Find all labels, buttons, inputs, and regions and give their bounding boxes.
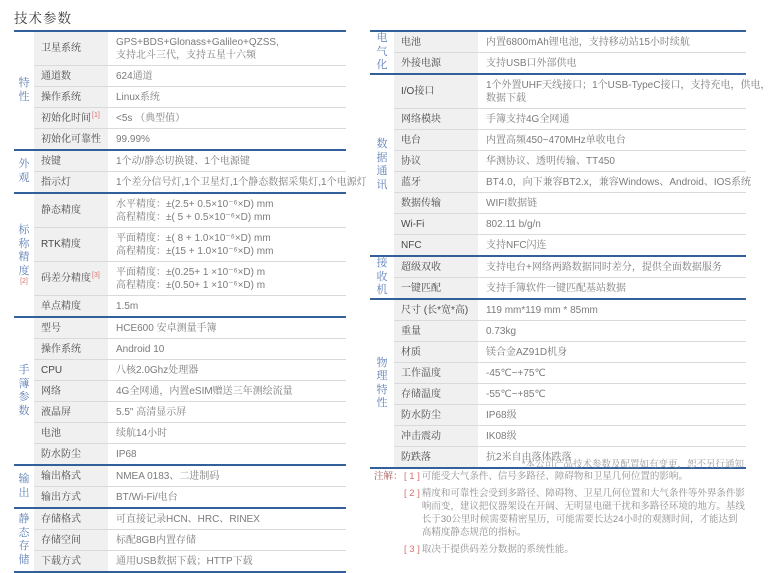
group-label-char: 据 bbox=[376, 151, 388, 164]
group-label-sup: [2] bbox=[20, 278, 28, 285]
table-row bbox=[394, 108, 746, 129]
table-row bbox=[34, 486, 346, 507]
table-row bbox=[394, 75, 770, 108]
param-name bbox=[394, 405, 478, 425]
spec-group bbox=[370, 73, 770, 255]
param-value-line: 624通道 bbox=[116, 70, 153, 82]
note-marker: [ 1 ] bbox=[404, 471, 420, 482]
spec-group bbox=[370, 298, 746, 467]
group-rows bbox=[34, 509, 346, 571]
param-name bbox=[394, 193, 478, 213]
param-value bbox=[478, 75, 770, 108]
param-name-text: 一键匹配 bbox=[401, 282, 441, 294]
param-name bbox=[34, 228, 108, 261]
group-label bbox=[14, 466, 34, 507]
param-name-text: 初始化可靠性 bbox=[41, 133, 101, 145]
param-value-line: Android 10 bbox=[116, 343, 165, 355]
param-value-line: -55℃~+85℃ bbox=[486, 388, 546, 400]
table-row bbox=[34, 529, 346, 550]
param-value-line: 标配8GB内置存储 bbox=[116, 534, 197, 546]
param-name bbox=[34, 339, 108, 359]
group-label-char: 观 bbox=[18, 171, 30, 184]
param-value-line: 高程精度：±( 5 + 0.5×10⁻⁶×D) mm bbox=[116, 211, 271, 223]
group-label-char: 收 bbox=[376, 270, 388, 283]
footnote: *本公司产品技术参数及配置如有变更，恕不另行通知 bbox=[521, 459, 744, 470]
group-label-char: 度 bbox=[18, 264, 30, 277]
param-value-line: 水平精度：±(2.5+ 0.5×10⁻⁶×D) mm bbox=[116, 198, 274, 210]
param-value-line: <5s （典型值） bbox=[116, 112, 186, 124]
group-label-char: 性 bbox=[376, 397, 388, 409]
table-row bbox=[394, 257, 746, 277]
param-value bbox=[478, 32, 746, 52]
param-value bbox=[108, 444, 346, 464]
spec-group bbox=[14, 507, 346, 571]
note-text: 取决于提供码差分数据的系统性能。 bbox=[421, 544, 574, 555]
group-label-char: 存 bbox=[18, 540, 30, 552]
table-row bbox=[394, 192, 746, 213]
param-name bbox=[34, 466, 108, 486]
param-name-text: 防跌落 bbox=[401, 451, 431, 463]
param-value bbox=[478, 405, 746, 425]
param-name-text: 操作系统 bbox=[41, 343, 81, 355]
param-name-text: 协议 bbox=[401, 155, 421, 167]
param-value bbox=[478, 257, 746, 277]
group-label-char: 数 bbox=[376, 138, 388, 150]
param-name-text: Wi-Fi bbox=[401, 218, 425, 230]
param-value-line: 数据下载 bbox=[486, 92, 526, 104]
param-value-line: 抗2米自由落体跌落 bbox=[486, 451, 572, 463]
group-label bbox=[14, 318, 34, 464]
param-name-text: 液晶屏 bbox=[41, 406, 71, 418]
group-label bbox=[370, 300, 394, 467]
note-marker: [ 3 ] bbox=[404, 544, 420, 555]
group-label bbox=[14, 32, 34, 149]
table-row bbox=[34, 227, 346, 261]
param-value-line: BT/Wi-Fi/电台 bbox=[116, 491, 178, 503]
notes-section bbox=[374, 470, 746, 556]
param-name bbox=[34, 129, 108, 149]
group-label-char: 储 bbox=[18, 553, 30, 566]
param-name bbox=[394, 426, 478, 446]
group-label-char: 输 bbox=[18, 473, 30, 485]
param-name-text: 重量 bbox=[401, 325, 421, 337]
table-row bbox=[394, 171, 752, 192]
param-value-line: GPS+BDS+Glonass+Galileo+QZSS, bbox=[116, 36, 279, 48]
table-row bbox=[34, 550, 346, 571]
group-rows bbox=[34, 32, 346, 149]
param-name bbox=[34, 87, 108, 107]
param-value-line: 支持北斗三代，支持五星十六频 bbox=[116, 49, 256, 61]
group-rows bbox=[34, 151, 367, 192]
param-name-text: 蓝牙 bbox=[401, 176, 421, 188]
table-row bbox=[34, 443, 346, 464]
param-name-text: 超级双收 bbox=[401, 261, 441, 273]
group-label-char: 簿 bbox=[18, 377, 30, 390]
param-value-line: BT4.0，向下兼容BT2.x，兼容Windows、Android、IOS系统 bbox=[486, 176, 752, 188]
param-value bbox=[108, 228, 346, 261]
group-label-char: 外 bbox=[18, 158, 30, 170]
param-value bbox=[478, 214, 746, 234]
param-name bbox=[394, 32, 478, 52]
param-name bbox=[394, 151, 478, 171]
param-name bbox=[394, 214, 478, 234]
param-name bbox=[34, 151, 108, 171]
param-name bbox=[34, 509, 108, 529]
param-name-text: 材质 bbox=[401, 346, 421, 358]
param-value-line: Linux系统 bbox=[116, 91, 160, 103]
param-value bbox=[478, 426, 746, 446]
param-name-text: 数据传输 bbox=[401, 197, 441, 209]
group-label bbox=[370, 75, 394, 255]
param-name bbox=[394, 130, 478, 150]
param-name-text: 静态精度 bbox=[41, 205, 81, 216]
param-name-text: 冲击震动 bbox=[401, 430, 441, 442]
param-value bbox=[108, 551, 346, 571]
param-value bbox=[478, 130, 746, 150]
param-value bbox=[108, 466, 346, 486]
param-name-text: 卫星系统 bbox=[41, 43, 81, 54]
table-row bbox=[34, 151, 346, 171]
group-rows bbox=[394, 32, 746, 73]
param-name bbox=[34, 262, 108, 295]
table-row bbox=[34, 359, 346, 380]
param-value-line: 内置高频450~470MHz单收电台 bbox=[486, 134, 626, 146]
param-value-line: 高程精度：±(15 + 1.0×10⁻⁶×D) mm bbox=[116, 245, 274, 257]
table-row bbox=[34, 338, 346, 359]
table-row bbox=[34, 107, 346, 128]
param-value-line: 平面精度：±(0.25+ 1 ×10⁻⁶×D) m bbox=[116, 266, 266, 278]
group-label-char: 精 bbox=[18, 251, 30, 263]
param-name bbox=[394, 172, 478, 192]
spec-group bbox=[14, 464, 346, 507]
param-name bbox=[34, 108, 108, 128]
param-value-line: 支持USB口外部供电 bbox=[486, 57, 577, 69]
param-name-text: 工作温度 bbox=[401, 367, 441, 379]
table-row bbox=[394, 320, 746, 341]
table-row bbox=[34, 380, 346, 401]
table-row bbox=[394, 404, 746, 425]
param-value bbox=[478, 278, 746, 298]
param-value-line: 0.73kg bbox=[486, 325, 517, 337]
param-value-line: HCE600 安卓测量手簿 bbox=[116, 322, 217, 334]
table-row bbox=[34, 295, 346, 316]
param-name-text: 电池 bbox=[41, 427, 61, 439]
param-name-text: 输出方式 bbox=[41, 491, 81, 503]
param-value-line: -45℃~+75℃ bbox=[486, 367, 546, 379]
param-name-sup: [3] bbox=[92, 272, 100, 279]
spec-group bbox=[370, 255, 746, 298]
group-label-char: 化 bbox=[376, 59, 388, 72]
param-value bbox=[478, 363, 746, 383]
note-marker: [ 2 ] bbox=[404, 488, 420, 499]
param-name-text: 外接电源 bbox=[401, 57, 441, 69]
param-value-line: 八核2.0Ghz处理器 bbox=[116, 364, 199, 376]
param-value-line: 支持电台+网络两路数据同时差分，提供全面数据服务 bbox=[486, 261, 722, 273]
param-value-line: 镁合金AZ91D机身 bbox=[486, 346, 568, 358]
table-row bbox=[394, 362, 746, 383]
param-name-text: CPU bbox=[41, 364, 63, 376]
param-name bbox=[394, 257, 478, 277]
param-name bbox=[34, 530, 108, 550]
param-value-line: 可直接记录HCN、HRC、RINEX bbox=[116, 513, 260, 525]
spec-table-left bbox=[14, 30, 367, 573]
param-name-text: 尺寸 (长*宽*高) bbox=[401, 304, 469, 316]
group-label-char: 理 bbox=[376, 370, 388, 382]
param-name bbox=[34, 444, 108, 464]
table-row bbox=[34, 401, 346, 422]
param-name bbox=[34, 296, 108, 316]
param-value bbox=[108, 381, 346, 401]
param-value bbox=[478, 342, 746, 362]
table-row bbox=[34, 509, 346, 529]
table-row bbox=[394, 213, 746, 234]
group-label-char: 物 bbox=[376, 356, 388, 369]
group-label-char: 讯 bbox=[376, 178, 388, 191]
param-value bbox=[478, 321, 746, 341]
param-name bbox=[394, 384, 478, 404]
table-row bbox=[34, 128, 346, 149]
table-row bbox=[394, 341, 746, 362]
group-rows bbox=[394, 257, 746, 298]
param-name bbox=[34, 318, 108, 338]
note-item bbox=[404, 487, 746, 539]
param-name bbox=[34, 487, 108, 507]
param-name-text: 型号 bbox=[41, 322, 61, 334]
group-label-char: 特 bbox=[18, 77, 30, 89]
group-label-char: 气 bbox=[376, 45, 388, 58]
param-name bbox=[34, 32, 108, 65]
spec-group bbox=[14, 192, 346, 316]
param-value bbox=[108, 360, 346, 380]
param-name-text: NFC bbox=[401, 239, 422, 251]
param-name bbox=[34, 360, 108, 380]
param-value bbox=[108, 129, 346, 149]
group-rows bbox=[394, 300, 746, 467]
param-value-line: 5.5" 高清显示屏 bbox=[116, 406, 187, 418]
param-value-line: 支持手簿软件一键匹配基站数据 bbox=[486, 282, 626, 294]
table-row bbox=[34, 65, 346, 86]
page-title: 技术参数 bbox=[14, 11, 72, 26]
group-label-char: 出 bbox=[18, 486, 30, 499]
table-row bbox=[34, 261, 346, 295]
param-name bbox=[394, 109, 478, 129]
group-label-char: 静 bbox=[18, 513, 30, 525]
group-label-char: 标 bbox=[18, 224, 30, 236]
param-value-line: 1个差分信号灯,1个卫星灯,1个静态数据采集灯,1个电源灯 bbox=[116, 176, 367, 188]
param-value-line: 内置6800mAh锂电池，支持移动站15小时续航 bbox=[486, 36, 690, 48]
notes-items bbox=[404, 470, 746, 556]
param-name bbox=[34, 423, 108, 443]
param-name-text: 存储格式 bbox=[41, 513, 81, 525]
param-value-line: 支持NFC闪连 bbox=[486, 239, 547, 251]
group-label-char: 手 bbox=[18, 364, 30, 376]
param-name-text: 防水防尘 bbox=[401, 409, 441, 421]
param-name-text: 下载方式 bbox=[41, 555, 81, 567]
param-value-line: WIFI数据链 bbox=[486, 197, 538, 209]
param-name-sup: [1] bbox=[92, 111, 100, 119]
param-value bbox=[478, 235, 746, 255]
param-name-text: 存储空间 bbox=[41, 534, 81, 546]
param-value-line: 续航14小时 bbox=[116, 427, 168, 439]
group-rows bbox=[34, 318, 346, 464]
param-name-text: I/O接口 bbox=[401, 86, 435, 97]
param-value bbox=[108, 172, 367, 192]
param-name-text: RTK精度 bbox=[41, 239, 81, 250]
group-label bbox=[14, 151, 34, 192]
param-value-line: 1.5m bbox=[116, 300, 139, 312]
group-rows bbox=[34, 466, 346, 507]
param-value-line: IK08级 bbox=[486, 430, 517, 442]
group-label bbox=[370, 32, 394, 73]
param-value bbox=[108, 151, 346, 171]
param-name-text: 按键 bbox=[41, 155, 61, 167]
param-value-line: 1个外置UHF天线接口；1个USB-TypeC接口，支持充电，供电， bbox=[486, 79, 770, 91]
table-row bbox=[394, 52, 746, 73]
table-row bbox=[34, 194, 346, 227]
spec-table-right bbox=[370, 30, 770, 469]
table-row bbox=[34, 32, 346, 65]
param-value-line: 99.99% bbox=[116, 133, 150, 145]
table-row bbox=[34, 86, 346, 107]
param-value-line: NMEA 0183、二进制码 bbox=[116, 470, 220, 482]
param-name bbox=[34, 172, 108, 192]
param-name bbox=[34, 551, 108, 571]
param-name-text: 存储温度 bbox=[401, 388, 441, 400]
param-value bbox=[108, 339, 346, 359]
spec-group bbox=[14, 30, 346, 149]
note-item bbox=[404, 470, 746, 483]
param-value-line: IP68 bbox=[116, 448, 137, 460]
param-value bbox=[108, 318, 346, 338]
param-value bbox=[478, 53, 746, 73]
param-value bbox=[108, 530, 346, 550]
param-value bbox=[108, 423, 346, 443]
param-value bbox=[108, 509, 346, 529]
param-value bbox=[478, 300, 746, 320]
param-name-text: 操作系统 bbox=[41, 91, 81, 103]
table-row bbox=[394, 32, 746, 52]
param-name-text: 网络 bbox=[41, 385, 61, 397]
table-row bbox=[394, 150, 746, 171]
group-label-char: 性 bbox=[18, 90, 30, 103]
param-value bbox=[108, 296, 346, 316]
param-name-text: 单点精度 bbox=[41, 300, 81, 312]
param-value bbox=[478, 193, 746, 213]
param-value-line: 手簿支持4G全网通 bbox=[486, 113, 570, 125]
param-value bbox=[108, 194, 346, 227]
param-value-line: 119 mm*119 mm * 85mm bbox=[486, 304, 598, 316]
group-label bbox=[370, 257, 394, 298]
param-value bbox=[108, 32, 346, 65]
table-row bbox=[394, 300, 746, 320]
param-name bbox=[394, 342, 478, 362]
group-rows bbox=[394, 75, 770, 255]
param-name bbox=[394, 53, 478, 73]
param-value-line: 平面精度：±( 8 + 1.0×10⁻⁶×D) mm bbox=[116, 232, 271, 244]
param-name-text: 电池 bbox=[401, 36, 421, 48]
param-name bbox=[394, 447, 478, 467]
group-label-char: 特 bbox=[376, 383, 388, 396]
param-name-text: 指示灯 bbox=[41, 176, 71, 188]
table-row bbox=[34, 171, 367, 192]
param-name-text: 码差分精度 bbox=[41, 273, 91, 284]
group-label bbox=[14, 509, 34, 571]
param-value-line: 802.11 b/g/n bbox=[486, 218, 541, 230]
param-name-text: 网络模块 bbox=[401, 113, 441, 125]
param-value-line: 通用USB数据下载；HTTP下载 bbox=[116, 555, 253, 567]
param-value bbox=[108, 66, 346, 86]
spec-group bbox=[370, 30, 746, 73]
group-label-char: 参 bbox=[18, 391, 30, 403]
param-value-line: 1个动/静态切换键、1个电源键 bbox=[116, 155, 250, 167]
param-name bbox=[394, 278, 478, 298]
param-name bbox=[394, 75, 478, 108]
param-value bbox=[108, 87, 346, 107]
param-value bbox=[478, 109, 746, 129]
param-value-line: IP68级 bbox=[486, 409, 517, 421]
group-label-char: 电 bbox=[376, 32, 388, 45]
table-row bbox=[394, 277, 746, 298]
group-label-char: 通 bbox=[376, 165, 388, 177]
param-name bbox=[394, 321, 478, 341]
table-row bbox=[394, 425, 746, 446]
table-row bbox=[34, 422, 346, 443]
group-label-char: 态 bbox=[18, 526, 30, 539]
group-rows bbox=[34, 194, 346, 316]
param-name-text: 防水防尘 bbox=[41, 448, 81, 460]
group-label bbox=[14, 194, 34, 316]
param-value-line: 高程精度：±(0.50+ 1 ×10⁻⁶×D) m bbox=[116, 279, 266, 291]
param-name-text: 电台 bbox=[401, 134, 421, 146]
notes-label: 注解： bbox=[374, 471, 403, 482]
param-value bbox=[478, 172, 752, 192]
param-name bbox=[394, 235, 478, 255]
spec-group bbox=[14, 149, 367, 192]
param-value bbox=[108, 487, 346, 507]
param-value-line: 华测协议、透明传输、TT450 bbox=[486, 155, 615, 167]
param-name-text: 通道数 bbox=[41, 70, 71, 82]
param-name-text: 初始化时间 bbox=[41, 112, 91, 124]
param-value bbox=[478, 151, 746, 171]
table-row bbox=[34, 466, 346, 486]
note-text: 可能受大气条件、信号多路径、障碍物和卫星几何位置的影响。 bbox=[421, 471, 688, 482]
group-label-char: 机 bbox=[376, 284, 388, 297]
param-name-text: 输出格式 bbox=[41, 470, 81, 482]
param-name bbox=[394, 300, 478, 320]
param-name bbox=[34, 194, 108, 227]
param-value bbox=[478, 384, 746, 404]
param-name bbox=[34, 402, 108, 422]
group-label-char: 数 bbox=[18, 404, 30, 417]
table-row bbox=[34, 318, 346, 338]
spec-group bbox=[14, 316, 346, 464]
note-text: 精度和可靠性会受到多路径、障碍物、卫星几何位置和大气条件等外界条件影响而变，建议把仪器架设在开阔、无明显电磁干扰和多路径环境的地方。基线长于30公里时候需要精密星历，可能需要长达24小时的观测时间，才能达到高精度静态规范的指标。 bbox=[421, 488, 745, 538]
param-name bbox=[34, 381, 108, 401]
param-value bbox=[108, 262, 346, 295]
group-label-char: 称 bbox=[18, 237, 30, 250]
param-value-line: 4G全网通，内置eSIM赠送三年测绘流量 bbox=[116, 385, 293, 397]
table-row bbox=[394, 129, 746, 150]
param-value bbox=[108, 402, 346, 422]
param-name bbox=[394, 363, 478, 383]
table-row bbox=[394, 383, 746, 404]
table-row bbox=[394, 234, 746, 255]
param-value bbox=[108, 108, 346, 128]
group-label-char: 接 bbox=[376, 257, 388, 270]
note-item bbox=[404, 543, 746, 556]
param-name bbox=[34, 66, 108, 86]
